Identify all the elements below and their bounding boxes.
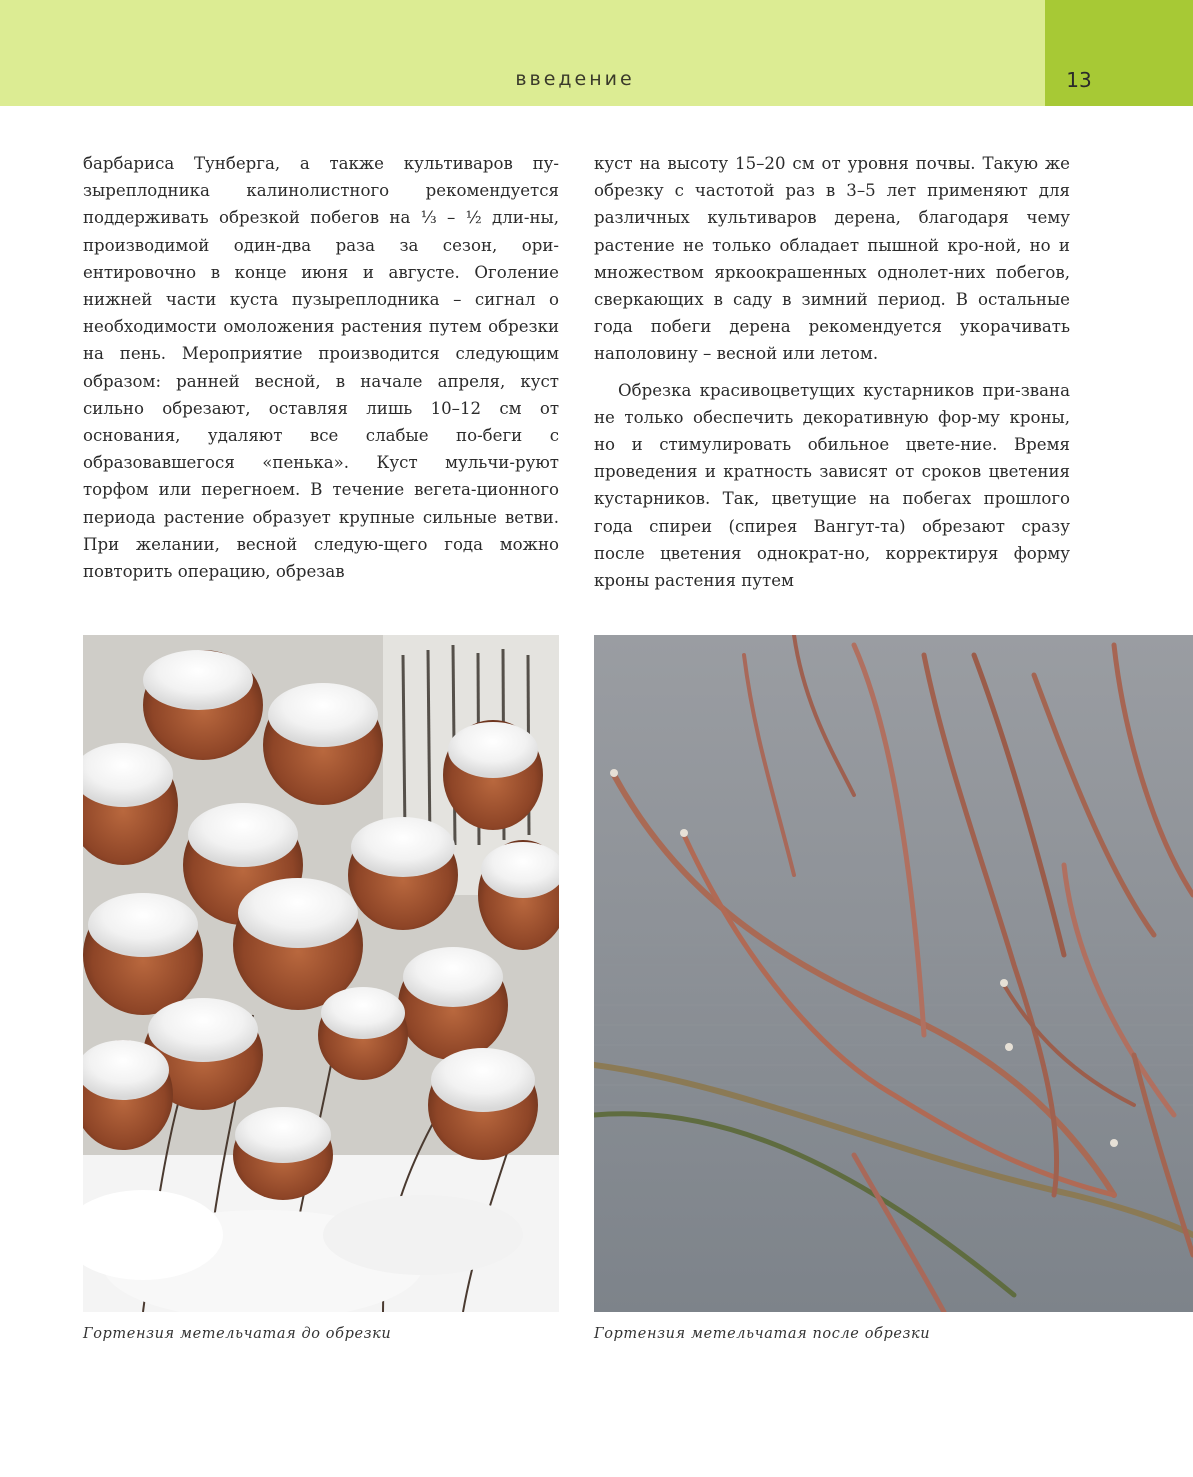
paragraph-right-1: куст на высоту 15–20 см от уровня почвы. Такую же обрезку с частотой раз в 3–5 лет применяют для различных культиваров дерена, благодаря чему растение не только обладает пышной кро-ной, но и множеством яркоокрашенных однолет-них побегов, сверкающих в саду в зимний период. В остальные года побеги дерена рекомендуется укорачивать наполовину – весной или летом.	[594, 154, 1070, 364]
caption-after-pruning: Гортензия метельчатая после обрезки	[594, 1326, 931, 1342]
paragraph-right-2: Обрезка красивоцветущих кустарников при-звана не только обеспечить декоративную фор-му кроны, но и стимулировать обильное цвете-ние. Время проведения и кратность зависят от сроков цветения кустарников. Так, цветущие на побегах прошлого года спиреи (спирея Вангут-та) обрезают сразу после цветения однократ-но, корректируя форму кроны растения путем	[594, 380, 1070, 591]
caption-before-pruning: Гортензия метельчатая до обрезки	[83, 1326, 392, 1342]
page-number: 13	[1066, 68, 1092, 92]
section-title: введение	[515, 68, 635, 90]
photo-hydrangea-after-pruning	[594, 635, 1193, 1312]
text-column-left	[83, 150, 559, 585]
photo-hydrangea-before-pruning	[83, 635, 559, 1312]
paragraph-left-1: барбариса Тунберга, а также культиваров пу-зыреплодника калинолистного рекомендуется поддерживать обрезкой побегов на ⅓ – ½ дли-ны, производимой один-два раза за сезон, ори-ентировочно в конце июня и августе. Оголение нижней части куста пузыреплодника – сигнал о необходимости омоложения растения путем обрезки на пень. Мероприятие производится следующим образом: ранней весной, в начале апреля, куст сильно обрезают, оставляя лишь 10–12 см от основания, удаляют все слабые по-беги с образовавшегося «пенька». Куст мульчи-руют торфом или перегноем. В течение вегета-ционного периода растение образует крупные сильные ветви. При желании, весной следую-щего года можно повторить операцию, обрезав	[83, 154, 559, 582]
text-column-right	[594, 150, 1070, 594]
section-header-bar	[0, 0, 1045, 106]
